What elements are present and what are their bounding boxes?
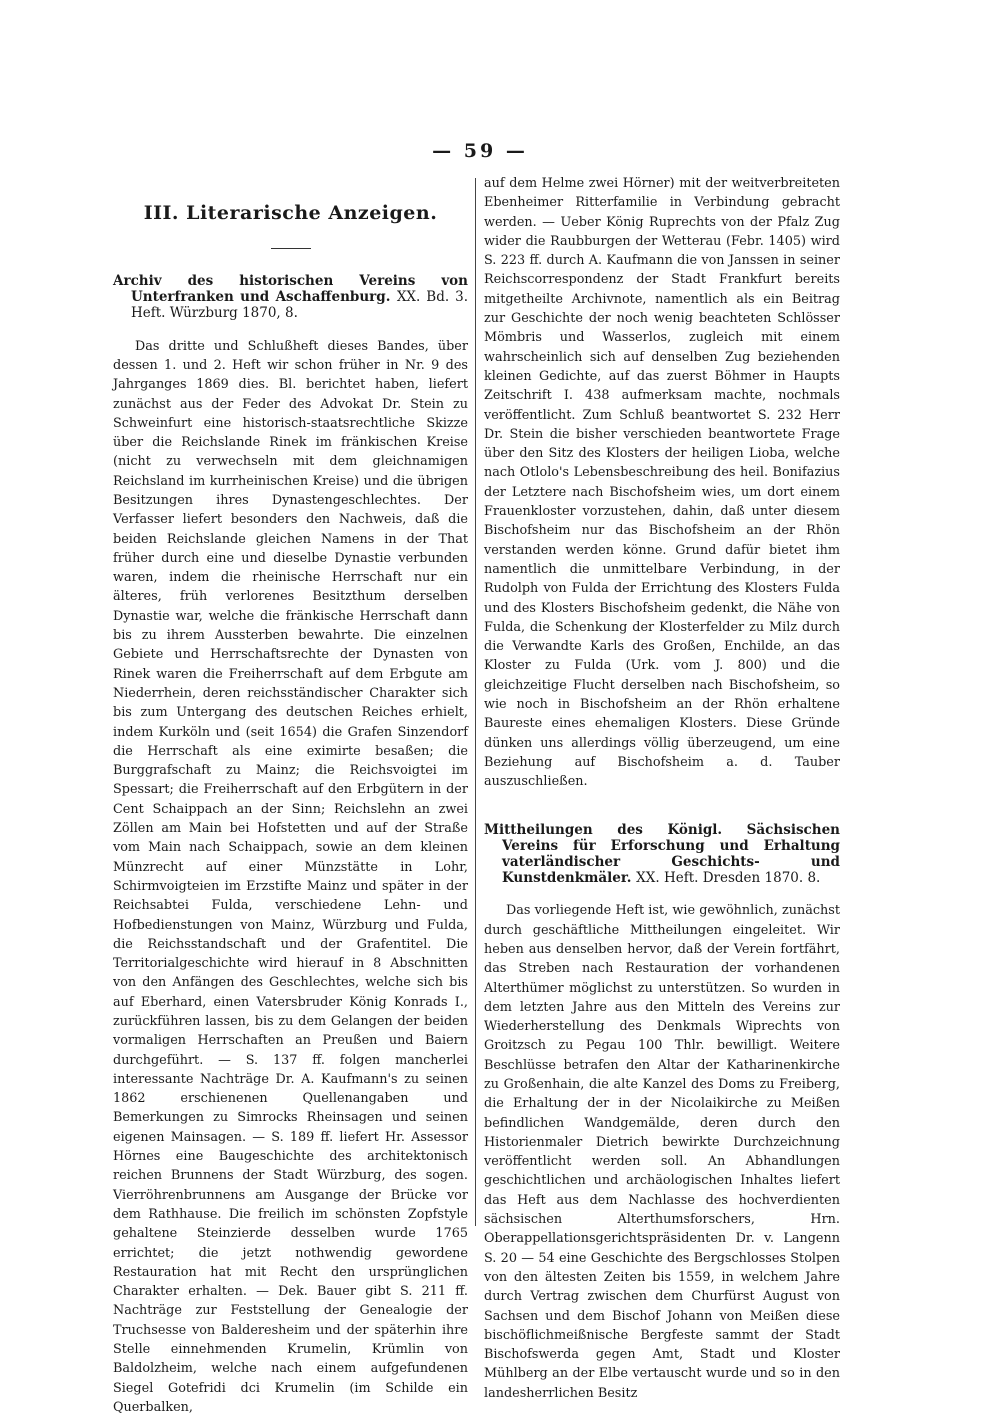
entry-body-archiv: Das dritte und Schlußheft dieses Bandes, über dessen 1. und 2. Heft wir schon früher in Nr. 9 des Jahrganges 1869 dies. Bl. berichtet haben, liefert zunächst aus der Feder des Advokat Dr. Stein zu Schweinfurt eine historisch-staatsrechtliche Skizze über die Reichslande Rinek im fränkischen Kreise (nicht zu verwechseln mit dem gleichnamigen Reichsland im kurrheinischen Kreise) und die übrigen Besitzungen ihres Dynastengeschlechtes. Der Verfasser liefert besonders den Nachweis, daß die beiden Reichslande gleichen Namens in der That früher durch eine und dieselbe Dynastie verbunden waren, indem die rheinische Herrschaft nur ein älteres, früh verlorenes Besitzthum derselben Dynastie war, welche die fränkische Herrschaft dann bis zu ihrem Aussterben bewahrte. Die einzelnen Gebiete und Herrschaftsrechte der Dynasten von Rinek waren die Freiherrschaft auf dem Erbgute am Niederrhein, deren reichsständischer Charakter sich bis zum Untergang des deutschen Reiches erhielt, indem Kurköln und (seit 1654) die Grafen Sinzendorf die Herrschaft als eine eximirte besaßen; die Burggrafschaft zu Mainz; die Reichsvoigtei im Spessart; die Freiherrschaft auf den Erbgütern in der Cent Schaippach an der Sinn; Reichslehn an zwei Zöllen am Main bei Hofstetten und auf der Straße vom Main nach Schaippach, sowie an dem kleinen Münzrecht auf einer Münzstätte in Lohr, Schirmvoigteien im Erzstifte Mainz und später in der Reichsabtei Fulda, verschiedene Lehn- und Hofbedienstungen von Mainz, Würzburg und Fulda, die Reichsstandschaft und der Grafentitel. Die Territorialgeschichte wird hierauf in 8 Abschnitten von den Anfängen des Geschlechtes, welche sich bis auf Eberhard, einen Vatersbruder König Konrads I., zurückführen lassen, bis zu dem Gelangen der beiden vormaligen Herrschaften an Preußen und Baiern durchgeführt. — S. 137 ff. folgen mancherlei interessante Nachträge Dr. A. Kaufmann's zu seinen 1862 erschienenen Quellenangaben und Bemerkungen zu Simrocks Rheinsagen und seinen eigenen Mainsagen. — S. 189 ff. liefert Hr. Assessor Hörnes eine Baugeschichte des architektonisch reichen Brunnens der Stadt Würzburg, des sogen. Vierröhrenbrunnens am Ausgange der Brücke vor dem Rathhause. Die freilich im schönsten Zopfstyle gehaltene Steinzierde desselben wurde 1765 errichtet; die jetzt nothwendig gewordene Restauration hat mit Recht den ursprünglichen Charakter erhalten. — Dek. Bauer gibt S. 211 ff. Nachträge zur Feststellung der Genealogie der Truchsesse von Balderesheim und der späterhin ihre Stelle einnehmenden Krumelin, Krümlin von Baldolzheim, welche nach einem aufgefundenen Siegel Gotefridi dci Krumelin (im Schilde ein Querbalken,: [113, 338, 468, 1415]
page-number: — 59 —: [432, 140, 528, 162]
column-divider: [475, 178, 476, 1226]
section-heading: III. Literarische Anzeigen.: [143, 202, 438, 224]
entry-gap: [484, 792, 840, 822]
continuation-text: auf dem Helme zwei Hörner) mit der weitverbreiteten Ebenheimer Ritterfamilie in Verbindung gebracht werden. — Ueber König Ruprechts von der Pfalz Zug wider die Raubburgen der Wetterau (Febr. 1405) wird S. 223 ff. durch A. Kaufmann die von Janssen in seiner Reichscorrespondenz der Stadt Frankfurt bereits mitgetheilte Archivnote, namentlich als ein Beitrag zur Geschichte der noch wenig beachteten Schlösser Mömbris und Wasserlos, zugleich mit einem wahrscheinlich sich auf denselben Zug beziehenden kleinen Gedichte, auf das zuerst Böhmer in Haupts Zeitschrift I. 438 aufmerksam machte, nochmals veröffentlicht. Zum Schluß beantwortet S. 232 Herr Dr. Stein die bisher verschieden beantwortete Frage über den Sitz des Klosters der heiligen Lioba, welche nach Otlolo's Lebensbeschreibung des heil. Bonifazius der Letztere nach Bischofsheim wies, um dort einem Frauenkloster vorzustehen, dahin, daß unter diesem Bischofsheim nur das Bischofsheim an der Rhön verstanden werden könne. Grund dafür bietet ihm namentlich die unmittelbare Verbindung, in der Rudolph von Fulda der Errichtung des Klosters Fulda und des Klosters Bischofsheim gedenkt, die Nähe von Fulda, die Schenkung der Klosterfelder zu Milz durch die Verwandte Karls des Großen, Enchilde, an das Kloster zu Fulda (Urk. vom J. 800) und die gleichzeitige Flucht derselben nach Bischofsheim, so wie noch in Bischofsheim an der Rhön erhaltene Baureste eines ehemaligen Klosters. Diese Gründe dünken uns allerdings völlig überzeugend, um eine Beziehung auf Bischofsheim a. d. Tauber auszuschließen.: [484, 176, 840, 790]
entry-title-mittheilungen: [484, 822, 840, 887]
entry-body-mittheilungen: Das vorliegende Heft ist, wie gewöhnlich, zunächst durch geschäftliche Mittheilungen eingeleitet. Wir heben aus denselben hervor, daß der Verein fortfährt, das Streben nach Restauration der vorhandenen Alterthümer möglichst zu unterstützen. So wurden in dem letzten Jahre aus den Mitteln des Vereins zur Wiederherstellung des Denkmals Wiprechts von Groitzsch zu Pegau 100 Thlr. bewilligt. Weitere Beschlüsse betrafen den Altar der Katharinenkirche zu Großenhain, die alte Kanzel des Doms zu Freiberg, die Erhaltung der in der Nicolaikirche zu Meißen befindlichen Wandgemälde, deren durch den Historienmaler Dietrich bewirkte Durchzeichnung veröffentlicht werden soll. An Abhandlungen geschichtlichen und archäologischen Inhaltes liefert das Heft aus dem Nachlasse des hochverdienten sächsischen Alterthumsforschers, Hrn. Oberappellationsgerichtspräsidenten Dr. v. Langenn S. 20 — 54 eine Geschichte des Bergschlosses Stolpen von den ältesten Zeiten bis 1559, in welchem Jahre durch Vertrag zwischen dem Churfürst August von Sachsen und dem Bischof Johann von Meißen diese bischöflichmeißnische Bergfeste sammt der Stadt Bischofswerda gegen Amt, Stadt und Kloster Mühlberg an der Elbe vertauscht wurde und so in den landesherrlichen Besitz: [484, 903, 840, 1401]
entry-title-archiv: [113, 273, 468, 322]
entry-title-tail: XX. Heft. Dresden 1870. 8.: [636, 870, 821, 887]
right-column: [484, 174, 840, 1403]
heading-rule: [271, 248, 311, 249]
entry-title-text: Archiv des historischen Vereins von Unterfranken und Aschaffenburg.: [113, 273, 468, 306]
entry-title-text: Mittheilungen des Königl. Sächsischen Vereins für Erforschung und Erhaltung vaterländischer Geschichts- und Kunstdenkmäler.: [484, 821, 840, 887]
entry-title-tail: XX. Bd. 3. Heft. Würzburg 1870, 8.: [131, 289, 468, 322]
left-column: [113, 172, 468, 1417]
